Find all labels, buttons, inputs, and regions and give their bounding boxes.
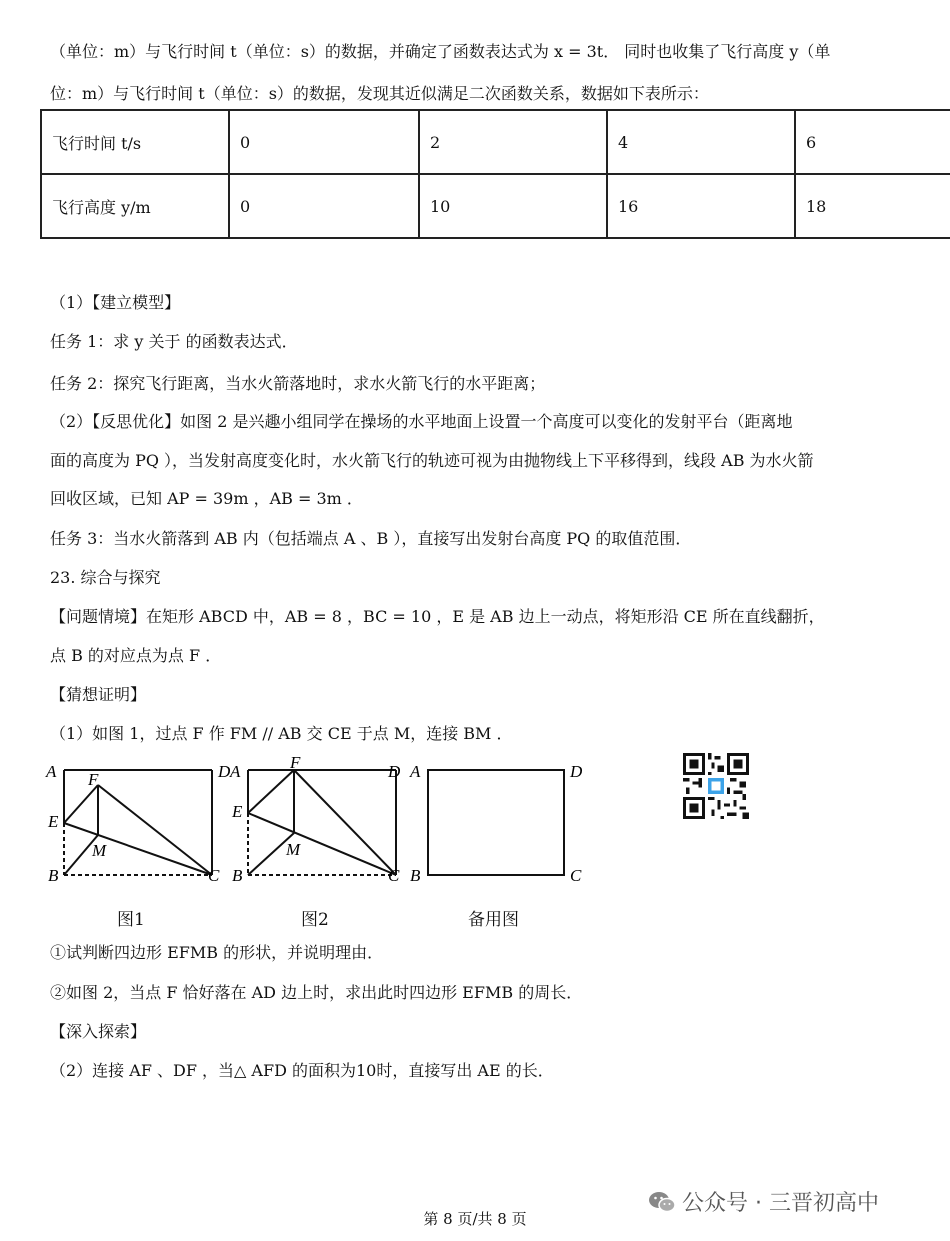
figure-2 <box>248 770 396 875</box>
fig3-label-d: D <box>570 762 583 781</box>
backup-figure <box>428 770 564 875</box>
fig1-label-e: E <box>48 812 59 831</box>
fig3-label-a: A <box>410 762 421 781</box>
q23-situation-2: 点 B 的对应点为点 F ． <box>50 646 222 665</box>
q23-conjecture: 【猜想证明】 <box>50 685 147 704</box>
page-number: 第 8 页/共 8 页 <box>423 1210 527 1228</box>
table-cell: 16 <box>607 174 795 238</box>
fig3-label-b: B <box>410 866 421 885</box>
table-row <box>41 174 950 238</box>
data-table <box>40 109 950 239</box>
q23-q1a: ①试判断四边形 EFMB 的形状，并说明理由． <box>50 943 384 962</box>
fig2-label-a: A <box>230 762 241 781</box>
q23-q1b: ②如图 2，当点 F 恰好落在 AD 边上时，求出此时四边形 EFMB 的周长． <box>50 983 583 1002</box>
row-header-height: 飞行高度 y/m <box>41 174 229 238</box>
part2-line-2: 面的高度为 PQ ），当发射高度变化时，水火箭飞行的轨迹可视为由抛物线上下平移得到，线段 AB 为水火箭 <box>50 451 814 470</box>
part2-line-1: （2）【反思优化】如图 2 是兴趣小组同学在操场的水平地面上设置一个高度可以变化的发射平台（距离地 <box>50 412 793 431</box>
q23-explore: 【深入探索】 <box>50 1022 147 1041</box>
fig1-label-f: F <box>88 770 99 789</box>
part2-line-3: 回收区域，已知 AP = 39m ，AB = 3m ． <box>50 489 363 508</box>
geometry-figures <box>40 755 600 890</box>
part1-heading: （1）【建立模型】 <box>50 293 181 312</box>
table-cell: 2 <box>419 110 607 174</box>
fig2-label-b: B <box>232 866 243 885</box>
fig2-label-f: F <box>290 755 301 772</box>
caption-backup: 备用图 <box>468 910 519 930</box>
fig2-label-d: D <box>388 762 401 781</box>
figure-1 <box>64 770 212 875</box>
row-header-time: 飞行时间 t/s <box>41 110 229 174</box>
fig1-label-d: D <box>218 762 231 781</box>
caption-fig1: 图1 <box>117 910 145 930</box>
table-cell: 6 <box>795 110 950 174</box>
qr-code-icon <box>683 753 749 819</box>
task2: 任务 2：探究飞行距离，当水火箭落地时，求水火箭飞行的水平距离； <box>50 374 546 393</box>
fig1-label-c: C <box>208 866 220 885</box>
task3: 任务 3：当水火箭落到 AB 内（包括端点 A 、B ），直接写出发射台高度 PQ 的取值范围． <box>50 529 692 548</box>
q23-situation-1: 【问题情境】在矩形 ABCD 中，AB = 8 ，BC = 10 ，E 是 AB 边上一动点，将矩形沿 CE 所在直线翻折， <box>50 607 825 626</box>
table-row <box>41 110 950 174</box>
table-cell: 10 <box>419 174 607 238</box>
q23-q2: （2）连接 AF 、DF ，当△ AFD 的面积为10时，直接写出 AE 的长． <box>50 1061 554 1080</box>
fig2-label-e: E <box>232 802 243 821</box>
watermark-text: 公众号 · 三晋初高中 <box>682 1191 879 1216</box>
caption-fig2: 图2 <box>301 910 329 930</box>
fig1-label-b: B <box>48 866 59 885</box>
task1: 任务 1：求 y 关于 的函数表达式． <box>50 332 298 351</box>
q23-q1: （1）如图 1，过点 F 作 FM // AB 交 CE 于点 M，连接 BM ． <box>50 724 513 743</box>
q23-title: 23. 综合与探究 <box>50 568 161 587</box>
table-cell: 18 <box>795 174 950 238</box>
intro-line-1: （单位：m）与飞行时间 t（单位：s）的数据，并确定了函数表达式为 x = 3t． 同时也收集了飞行高度 y（单 <box>50 42 831 61</box>
table-cell: 0 <box>229 174 419 238</box>
fig3-label-c: C <box>570 866 582 885</box>
fig2-label-m: M <box>286 840 301 859</box>
fig2-label-c: C <box>388 866 400 885</box>
table-cell: 4 <box>607 110 795 174</box>
intro-line-2: 位：m）与飞行时间 t（单位：s）的数据，发现其近似满足二次函数关系，数据如下表所示： <box>50 84 709 103</box>
table-cell: 0 <box>229 110 419 174</box>
fig1-label-m: M <box>92 841 107 860</box>
fig1-label-a: A <box>46 762 57 781</box>
